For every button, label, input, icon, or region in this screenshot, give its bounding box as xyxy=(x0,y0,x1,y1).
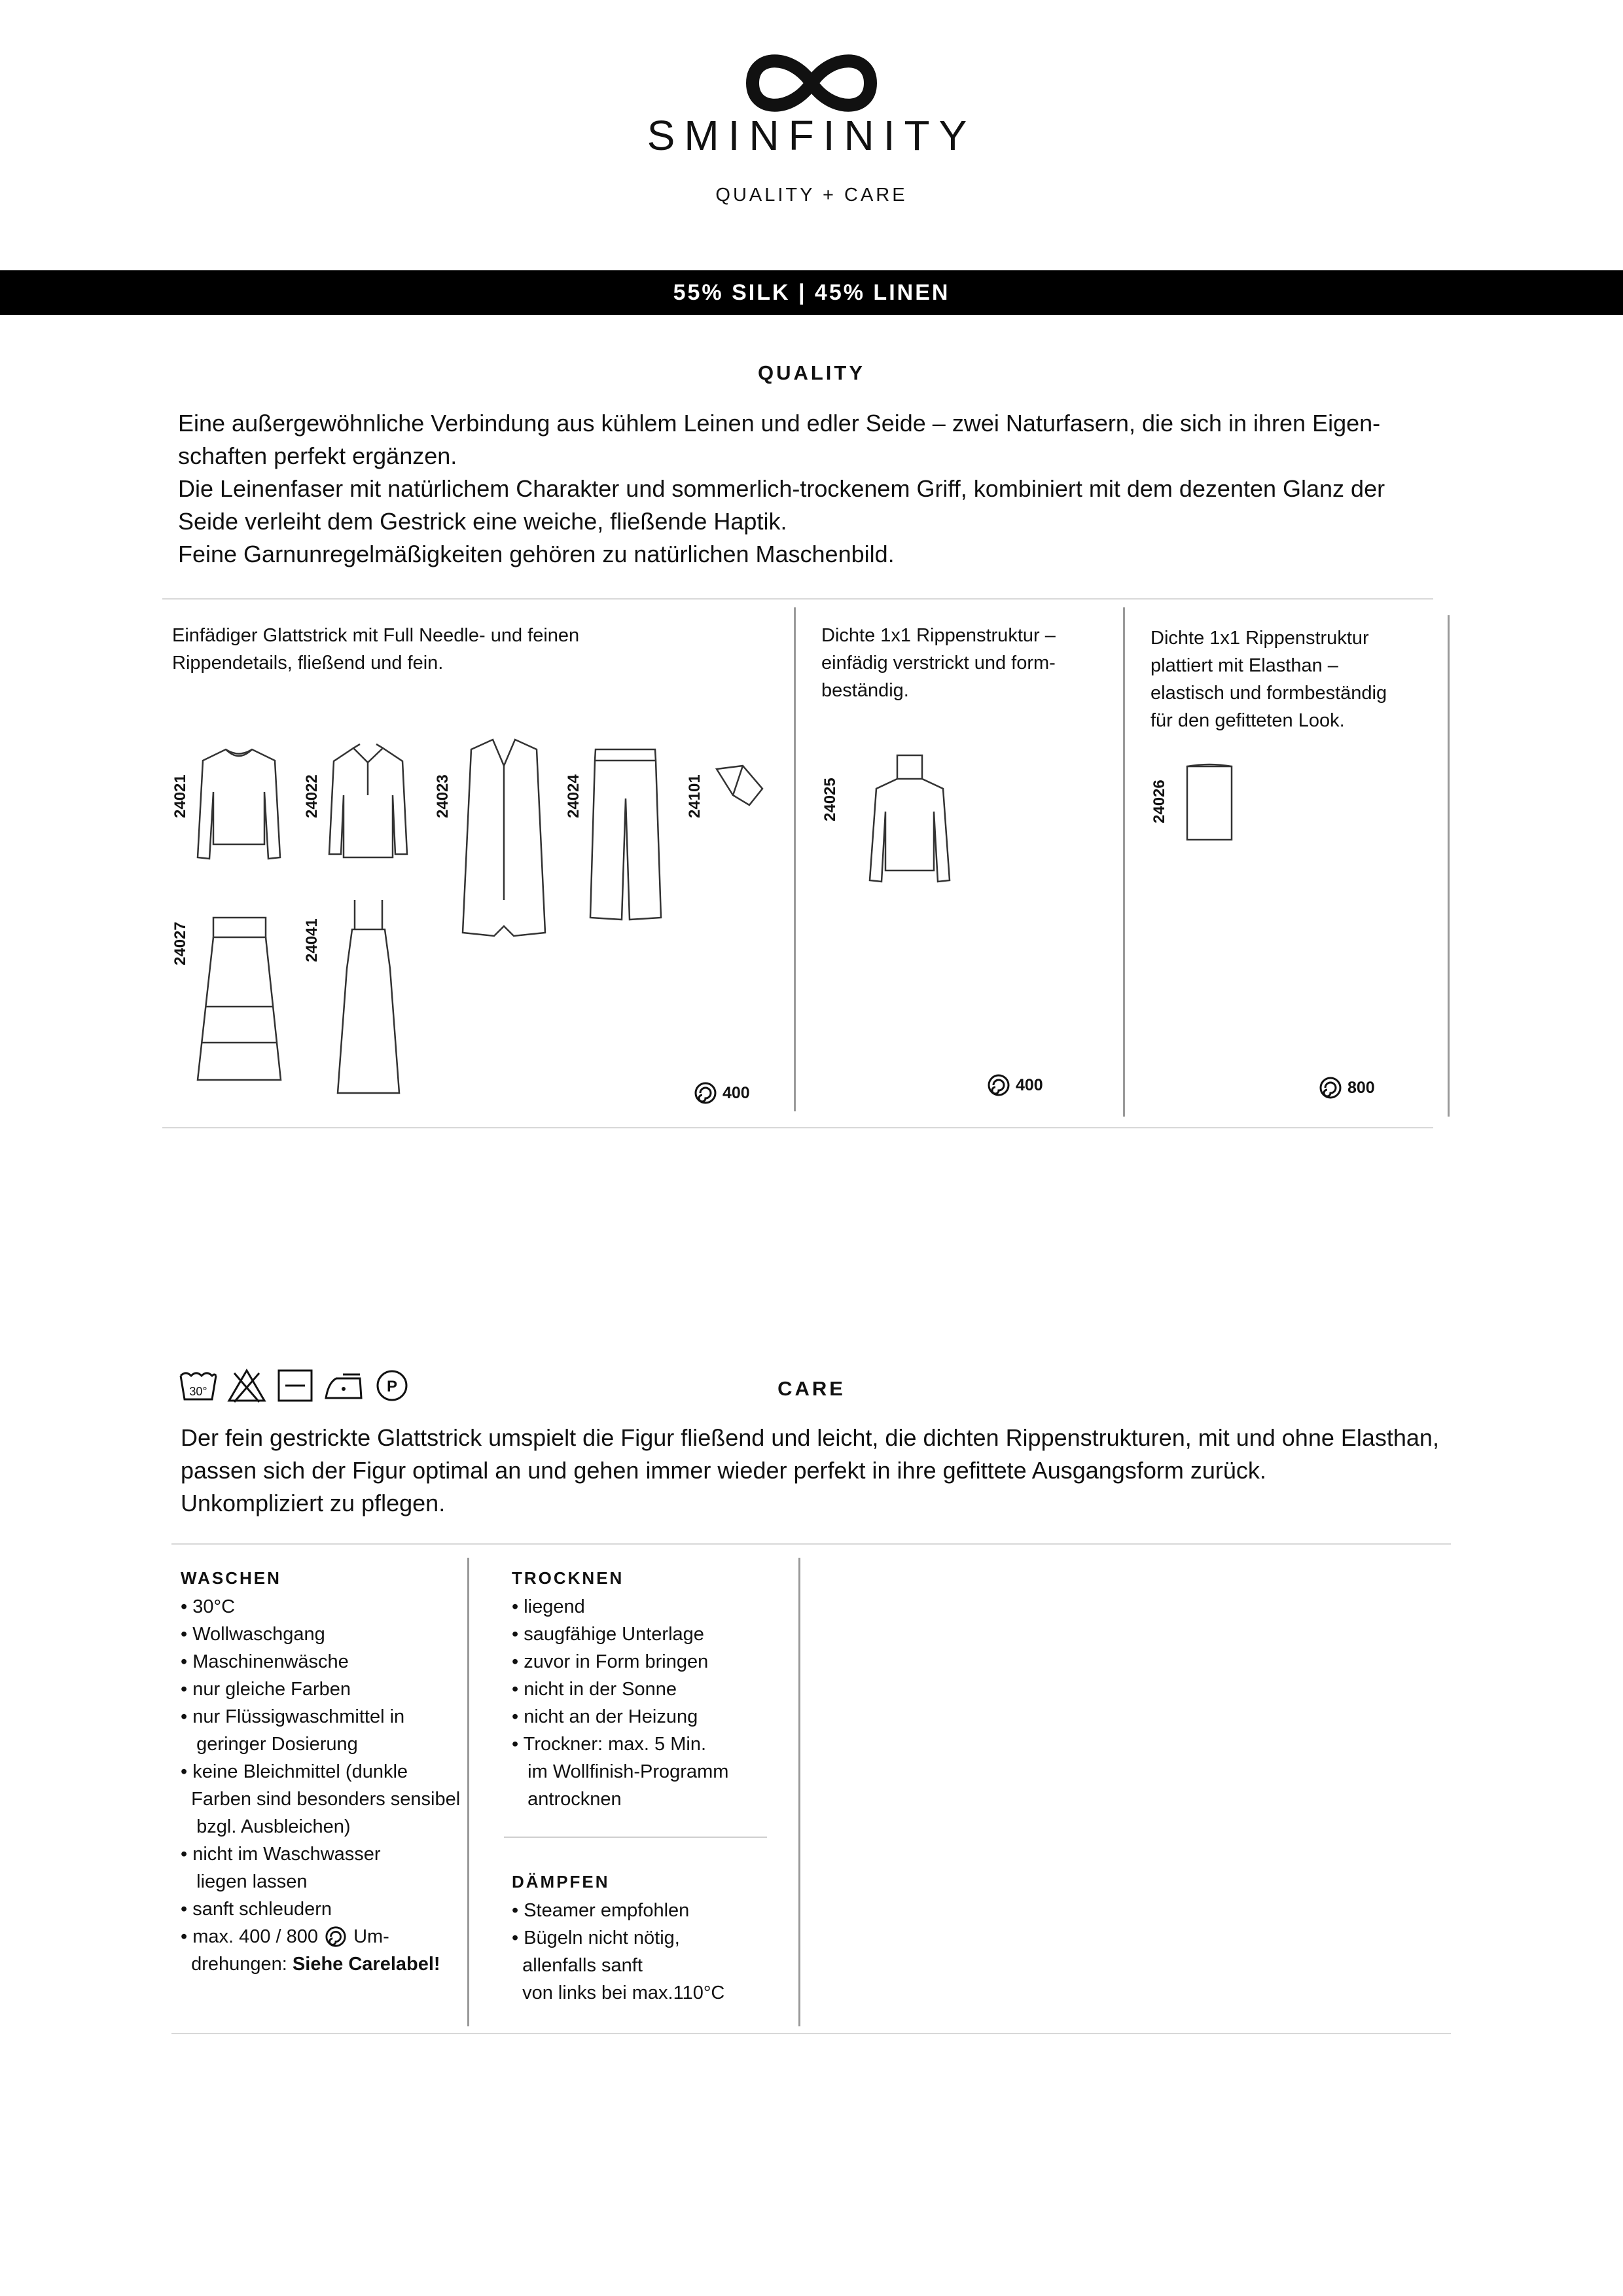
description-line: Rippendetails, fließend und fein. xyxy=(172,653,444,673)
drying-item: • nicht in der Sonne xyxy=(512,1679,677,1700)
care-line: Der fein gestrickte Glattstrick umspielt die Figur fließend und leicht, die dichten Rippenstrukturen, mit und ohne Elasthan, xyxy=(181,1424,1439,1451)
washing-item: • nur Flüssigwaschmittel in xyxy=(181,1706,405,1727)
washing-item-carelabel xyxy=(181,1950,455,1978)
trousers-sketch xyxy=(588,746,663,923)
drying-item: • liegend xyxy=(512,1596,585,1617)
washing-item-spin xyxy=(181,1923,455,1950)
style-number: 24022 xyxy=(303,774,321,818)
spin-speed-value: 800 xyxy=(1347,1078,1375,1097)
spin-speed-label xyxy=(987,1073,1043,1097)
spin-icon xyxy=(987,1073,1010,1097)
divider xyxy=(504,1837,767,1838)
washing-item: drehungen: xyxy=(181,1954,287,1975)
washing-item: • sanft schleudern xyxy=(181,1899,332,1920)
steaming-item: • Bügeln nicht nötig, xyxy=(512,1928,680,1948)
sweater-sketch xyxy=(196,746,281,864)
description-line: Dichte 1x1 Rippenstruktur – xyxy=(821,625,1056,646)
drying-item: • saugfähige Unterlage xyxy=(512,1624,704,1645)
description-line: elastisch und formbeständig xyxy=(1150,683,1387,704)
style-number: 24024 xyxy=(565,774,582,818)
top-sketch xyxy=(1183,762,1236,844)
drying-item: im Wollfinish-Programm xyxy=(512,1761,729,1782)
washing-item: liegen lassen xyxy=(181,1871,308,1892)
column-3-description xyxy=(1150,624,1438,734)
svg-text:P: P xyxy=(386,1378,398,1395)
carelabel-note: Siehe Carelabel! xyxy=(292,1954,440,1975)
spin-icon xyxy=(694,1081,717,1105)
style-number: 24021 xyxy=(171,774,189,818)
column-2-description xyxy=(821,622,1109,704)
quality-line: Die Leinenfaser mit natürlichem Charakter und sommerlich-trockenem Griff, kombiniert mit dem dezenten Glanz der xyxy=(178,475,1385,502)
column-divider xyxy=(798,1558,800,2026)
drying-item: • Trockner: max. 5 Min. xyxy=(512,1734,707,1755)
style-number: 24025 xyxy=(821,778,839,821)
divider xyxy=(171,2033,1451,2034)
column-divider xyxy=(1123,607,1125,1117)
style-number: 24026 xyxy=(1150,780,1168,823)
steaming-item: allenfalls sanft xyxy=(512,1955,643,1976)
infinity-logo-icon xyxy=(740,47,883,119)
washing-item: • nicht im Waschwasser xyxy=(181,1844,381,1865)
washing-item: geringer Dosierung xyxy=(181,1734,358,1755)
quality-line: Eine außergewöhnliche Verbindung aus kühlem Leinen und edler Seide – zwei Naturfasern, die sich in ihren Eigen- xyxy=(178,410,1381,437)
column-1-description xyxy=(172,622,761,677)
divider xyxy=(162,598,1433,600)
description-line: beständig. xyxy=(821,680,909,701)
divider xyxy=(162,1127,1433,1128)
care-line: Unkompliziert zu pflegen. xyxy=(181,1490,446,1516)
quality-line: Feine Garnunregelmäßigkeiten gehören zu natürlichen Maschenbild. xyxy=(178,541,895,567)
style-number: 24101 xyxy=(686,774,704,818)
kaftan-sketch xyxy=(461,736,546,942)
description-line: für den gefitteten Look. xyxy=(1150,710,1345,731)
divider xyxy=(171,1543,1451,1545)
washing-item: bzgl. Ausbleichen) xyxy=(181,1816,351,1837)
washing-item: • 30°C xyxy=(181,1596,236,1617)
style-number: 24023 xyxy=(434,774,452,818)
material-banner: 55% SILK | 45% LINEN xyxy=(0,270,1623,315)
skirt-sketch xyxy=(195,915,283,1085)
steaming-instructions xyxy=(512,1868,787,2007)
washing-item: • Maschinenwäsche xyxy=(181,1651,349,1672)
quality-line: schaften perfekt ergänzen. xyxy=(178,442,457,469)
washing-title: WASCHEN xyxy=(181,1568,281,1588)
description-line: Einfädiger Glattstrick mit Full Needle- und feinen xyxy=(172,625,580,646)
spin-speed-label xyxy=(694,1081,750,1105)
washing-item: • Wollwaschgang xyxy=(181,1624,325,1645)
steaming-title: DÄMPFEN xyxy=(512,1872,610,1892)
care-description xyxy=(181,1422,1489,1520)
washing-item: • max. 400 / 800 xyxy=(181,1926,319,1947)
quality-description xyxy=(178,407,1461,571)
drying-item: • nicht an der Heizung xyxy=(512,1706,698,1727)
description-line: Dichte 1x1 Rippenstruktur xyxy=(1150,628,1369,649)
description-line: plattiert mit Elasthan – xyxy=(1150,655,1338,676)
drying-instructions xyxy=(512,1564,787,1813)
scarf-sketch xyxy=(713,762,766,808)
column-divider xyxy=(467,1558,469,2026)
tagline: QUALITY + CARE xyxy=(715,185,908,206)
column-divider xyxy=(1448,615,1450,1117)
slip-dress-sketch xyxy=(334,897,402,1100)
steaming-item: • Steamer empfohlen xyxy=(512,1900,690,1921)
spin-speed-value: 400 xyxy=(1016,1075,1043,1094)
care-line: passen sich der Figur optimal an und gehen immer wieder perfekt in ihre gefittete Ausgangsform zurück. xyxy=(181,1457,1266,1484)
drying-item: antrocknen xyxy=(512,1789,622,1810)
washing-item: Um- xyxy=(353,1926,389,1947)
washing-item: • nur gleiche Farben xyxy=(181,1679,351,1700)
column-divider xyxy=(794,607,796,1111)
spin-icon xyxy=(325,1926,347,1948)
wash-temp-label: 30° xyxy=(189,1385,207,1398)
spin-icon xyxy=(1319,1076,1342,1100)
drying-title: TROCKNEN xyxy=(512,1568,624,1588)
brand-name: SMINFINITY xyxy=(647,112,976,159)
spin-speed-label xyxy=(1319,1076,1375,1100)
quality-title: QUALITY xyxy=(757,361,866,384)
washing-item: • keine Bleichmittel (dunkle xyxy=(181,1761,408,1782)
drying-item: • zuvor in Form bringen xyxy=(512,1651,709,1672)
quality-line: Seide verleiht dem Gestrick eine weiche, fließende Haptik. xyxy=(178,508,787,535)
style-number: 24041 xyxy=(303,918,321,962)
tunic-sketch xyxy=(327,743,409,864)
washing-instructions xyxy=(181,1564,461,1978)
turtleneck-sketch xyxy=(867,753,952,887)
washing-item: Farben sind besonders sensibel xyxy=(181,1789,461,1810)
care-title: CARE xyxy=(777,1377,846,1400)
spin-speed-value: 400 xyxy=(722,1083,750,1102)
steaming-item: von links bei max.110°C xyxy=(512,1982,725,2003)
description-line: einfädig verstrickt und form- xyxy=(821,653,1056,673)
style-number: 24027 xyxy=(171,922,189,965)
